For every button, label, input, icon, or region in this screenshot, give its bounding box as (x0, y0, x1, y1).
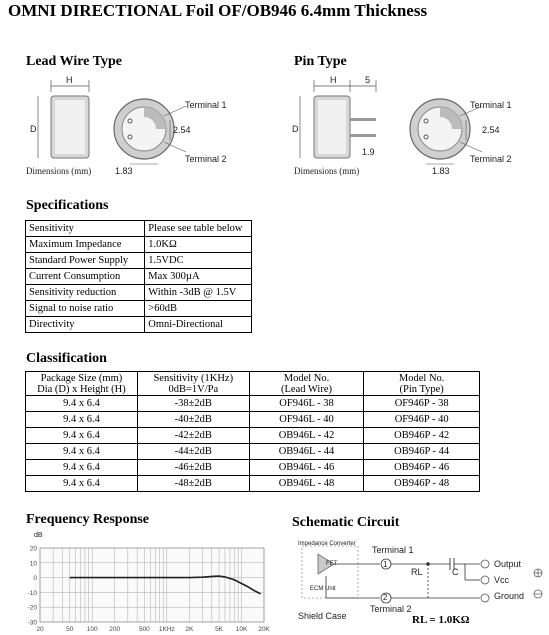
pin-terminal2: Terminal 2 (470, 154, 512, 164)
spec-label: Maximum Impedance (26, 237, 145, 253)
c-label: C (452, 567, 459, 577)
fr-x-tick: 1KHz (158, 626, 175, 633)
classification-table (25, 371, 480, 492)
page-title: OMNI DIRECTIONAL Foil OF/OB946 6.4mm Thickness (8, 1, 428, 20)
fr-y-tick: -20 (27, 604, 37, 612)
rl-value: RL = 1.0KΩ (412, 614, 470, 626)
spec-value: Max 300µA (145, 269, 252, 285)
spec-row (26, 285, 252, 301)
header-line: (Pin Type) (399, 383, 444, 395)
shield-case-label: Shield Case (298, 611, 347, 621)
spec-value: Within -3dB @ 1.5V (145, 285, 252, 301)
pin-dimensions-label: Dimensions (mm) (294, 166, 360, 176)
classification-cell: OB946P - 42 (364, 428, 480, 444)
fet-label: FET (326, 561, 338, 567)
lead-terminal1: Terminal 1 (185, 100, 227, 110)
node-2-label: 2 (383, 593, 388, 602)
output-label: Output (494, 559, 522, 569)
spec-label: Sensitivity reduction (26, 285, 145, 301)
classification-heading: Classification (26, 351, 107, 366)
classification-cell: -48±2dB (137, 476, 249, 492)
classification-cell: -46±2dB (137, 460, 249, 476)
classification-header (364, 372, 480, 396)
classification-cell: 9.4 x 6.4 (26, 396, 138, 412)
classification-row (26, 412, 480, 428)
classification-cell: -42±2dB (137, 428, 249, 444)
classification-cell: -38±2dB (137, 396, 249, 412)
fr-x-tick: 2K (185, 626, 194, 633)
lead-wire-heading: Lead Wire Type (26, 54, 122, 69)
spec-label: Signal to noise ratio (26, 301, 145, 317)
classification-cell: OB946L - 46 (249, 460, 364, 476)
classification-row (26, 428, 480, 444)
specifications-table (25, 220, 252, 333)
header-line: Sensitivity (1KHz) (153, 372, 234, 384)
header-line: Package Size (mm) (40, 372, 123, 384)
classification-cell: 9.4 x 6.4 (26, 412, 138, 428)
header-line: Dia (D) x Height (H) (37, 383, 126, 395)
schematic-terminal1: Terminal 1 (372, 545, 414, 555)
header-line: Model No. (398, 372, 445, 384)
classification-row (26, 396, 480, 412)
fr-x-tick: 50 (66, 626, 74, 633)
fr-x-tick: 20K (258, 626, 270, 633)
classification-cell: 9.4 x 6.4 (26, 460, 138, 476)
fr-y-tick: 20 (29, 545, 37, 553)
pin-dim-d: D (292, 124, 299, 134)
lead-dimensions-label: Dimensions (mm) (26, 166, 92, 176)
spec-label: Current Consumption (26, 269, 145, 285)
classification-cell: OF946P - 38 (364, 396, 480, 412)
fr-plot-frame (40, 548, 264, 622)
classification-cell: 9.4 x 6.4 (26, 444, 138, 460)
classification-cell: OF946P - 40 (364, 412, 480, 428)
node-1-label: 1 (383, 560, 388, 569)
spec-row (26, 221, 252, 237)
header-line: (Lead Wire) (281, 383, 332, 395)
fr-y-tick: -30 (27, 619, 37, 627)
classification-cell: 9.4 x 6.4 (26, 476, 138, 492)
classification-cell: OB946P - 48 (364, 476, 480, 492)
spec-value: >60dB (145, 301, 252, 317)
classification-cell: OB946L - 42 (249, 428, 364, 444)
frequency-response-chart (20, 540, 275, 635)
classification-cell: OB946L - 48 (249, 476, 364, 492)
lead-dim-183: 1.83 (115, 166, 133, 176)
spec-row (26, 301, 252, 317)
pin-terminal1: Terminal 1 (470, 100, 512, 110)
spec-row (26, 317, 252, 333)
header-line: 0dB=1V/Pa (168, 383, 219, 395)
classification-header (249, 372, 364, 396)
classification-cell: 9.4 x 6.4 (26, 428, 138, 444)
spec-label: Sensitivity (26, 221, 145, 237)
specifications-heading: Specifications (26, 198, 109, 213)
fr-y-tick: 0 (33, 575, 37, 583)
spec-row (26, 269, 252, 285)
classification-cell: OF946L - 38 (249, 396, 364, 412)
classification-cell: OB946P - 46 (364, 460, 480, 476)
ecm-unit-label: ECM Unit (310, 586, 336, 592)
fr-x-tick: 10K (235, 626, 248, 633)
fr-x-tick: 500 (138, 626, 150, 633)
classification-cell: OB946L - 44 (249, 444, 364, 460)
lead-terminal2: Terminal 2 (185, 154, 227, 164)
pin-type-heading: Pin Type (294, 54, 347, 69)
classification-cell: -44±2dB (137, 444, 249, 460)
vcc-label: Vcc (494, 575, 510, 585)
spec-row (26, 253, 252, 269)
classification-cell: OF946L - 40 (249, 412, 364, 428)
classification-cell: -40±2dB (137, 412, 249, 428)
header-line: Model No. (283, 372, 330, 384)
pin-dim-254: 2.54 (482, 125, 500, 135)
schematic-terminal2: Terminal 2 (370, 604, 412, 614)
fr-x-tick: 200 (109, 626, 121, 633)
classification-row (26, 460, 480, 476)
fr-x-tick: 100 (86, 626, 98, 633)
impedance-converter-label: Impedance Converter (298, 541, 356, 547)
fr-x-tick: 20 (36, 626, 44, 633)
classification-header (137, 372, 249, 396)
spec-value: Omni-Directional (145, 317, 252, 333)
fr-y-unit: dB (34, 532, 43, 539)
schematic-heading: Schematic Circuit (292, 515, 400, 530)
lead-dim-h: H (66, 75, 73, 85)
pin-dim-h: H (330, 75, 337, 85)
lead-dim-254: 2.54 (173, 125, 191, 135)
rl-label: RL (411, 567, 423, 577)
spec-value: Please see table below (145, 221, 252, 237)
classification-row (26, 476, 480, 492)
pin-dim-183: 1.83 (432, 166, 450, 176)
fr-y-tick: 10 (29, 560, 37, 568)
pin-dim-5: 5 (365, 75, 371, 85)
spec-label: Standard Power Supply (26, 253, 145, 269)
classification-header (26, 372, 138, 396)
spec-label: Directivity (26, 317, 145, 333)
spec-value: 1.5VDC (145, 253, 252, 269)
spec-row (26, 237, 252, 253)
pin-dim-19: 1.9 (362, 147, 375, 157)
fr-y-tick: -10 (27, 589, 37, 597)
ground-label: Ground (494, 591, 525, 601)
spec-value: 1.0KΩ (145, 237, 252, 253)
classification-row (26, 444, 480, 460)
frequency-response-heading: Frequency Response (26, 512, 150, 527)
fr-x-tick: 5K (215, 626, 224, 633)
classification-cell: OB946P - 44 (364, 444, 480, 460)
lead-dim-d: D (30, 124, 37, 134)
